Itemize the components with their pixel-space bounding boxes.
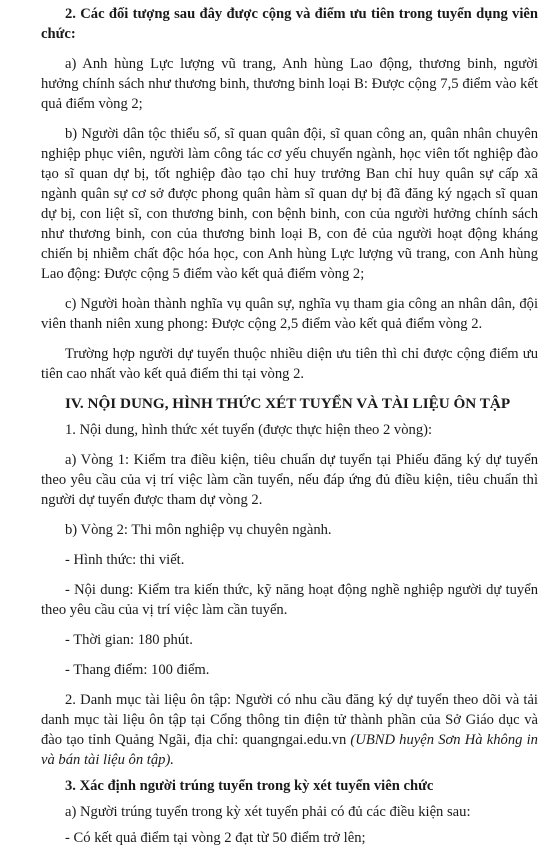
subsection-3-a: a) Người trúng tuyển trong kỳ xét tuyển phải có đủ các điều kiện sau:	[65, 804, 471, 820]
round-1-text: a) Vòng 1: Kiểm tra điều kiện, tiêu chuẩn dự tuyển tại Phiếu đăng ký dự tuyển theo yêu cầu của vị trí việc làm cần tuyển, nếu đáp ứng đủ điều kiện, tiêu chuẩn thì người dự tuyển được tham dự vòng 2.	[41, 452, 538, 508]
exam-time: - Thời gian: 180 phút.	[65, 632, 193, 648]
subsection-2	[41, 690, 538, 770]
priority-item-b: b) Người dân tộc thiểu số, sĩ quan quân đội, sĩ quan công an, quân nhân chuyên nghiệp phục viên, người làm công tác cơ yếu chuyển ngành, học viên tốt nghiệp đào tạo sĩ quan dự bị, tốt nghiệp đào tạo chỉ huy trưởng Ban chỉ huy quân sự cấp xã ngành quân sự cơ sở được phong quân hàm sĩ quan dự bị đã đăng ký ngạch sĩ quan dự bị, con liệt sĩ, con thương binh, con bệnh binh, con của người hưởng chính sách như thương binh, con của thương binh loại B, con đẻ của người hoạt động kháng chiến bị nhiễm chất độc hóa học, con Anh hùng Lực lượng vũ trang, con Anh hùng Lao động: Được cộng 5 điểm vào kết quả điểm vòng 2;	[41, 126, 538, 282]
exam-form: - Hình thức: thi viết.	[65, 552, 185, 568]
subsection-2-text: 2. Danh mục tài liệu ôn tập: Người có nhu cầu đăng ký dự tuyển theo dõi và tải danh mục tài liệu ôn tập tại Cổng thông tin điện tử thành phần của Sở Giáo dục và đào tạo tỉnh Quảng Ngãi, địa chỉ: quangngai.edu.vn	[41, 692, 538, 748]
exam-content: - Nội dung: Kiểm tra kiến thức, kỹ năng hoạt động nghề nghiệp người dự tuyển theo yêu cầu của vị trí việc làm cần tuyển.	[41, 582, 538, 618]
section-4-heading: IV. NỘI DUNG, HÌNH THỨC XÉT TUYỂN VÀ TÀI LIỆU ÔN TẬP	[65, 395, 511, 412]
subsection-3-a1: - Có kết quả điểm tại vòng 2 đạt từ 50 điểm trở lên;	[65, 830, 366, 846]
priority-item-a: a) Anh hùng Lực lượng vũ trang, Anh hùng Lao động, thương binh, người hưởng chính sách như thương binh, thương binh loại B: Được cộng 7,5 điểm vào kết quả điểm vòng 2;	[41, 56, 538, 112]
exam-scale: - Thang điểm: 100 điểm.	[65, 662, 210, 678]
round-2-text: b) Vòng 2: Thi môn nghiệp vụ chuyên ngành.	[65, 522, 332, 538]
section-2-heading: 2. Các đối tượng sau đây được cộng và điểm ưu tiên trong tuyển dụng viên chức:	[41, 6, 538, 42]
subsection-3-heading: 3. Xác định người trúng tuyển trong kỳ xét tuyển viên chức	[65, 778, 434, 794]
subsection-1: 1. Nội dung, hình thức xét tuyển (được thực hiện theo 2 vòng):	[65, 422, 433, 438]
priority-item-c: c) Người hoàn thành nghĩa vụ quân sự, nghĩa vụ tham gia công an nhân dân, đội viên thanh niên xung phong: Được cộng 2,5 điểm vào kết quả điểm vòng 2.	[41, 296, 538, 332]
priority-note: Trường hợp người dự tuyển thuộc nhiều diện ưu tiên thì chỉ được cộng điểm ưu tiên cao nhất vào kết quả điểm thi tại vòng 2.	[41, 346, 538, 382]
subsection-2-note: (UBND huyện Sơn Hà không in và bán tài liệu ôn tập).	[41, 732, 538, 768]
